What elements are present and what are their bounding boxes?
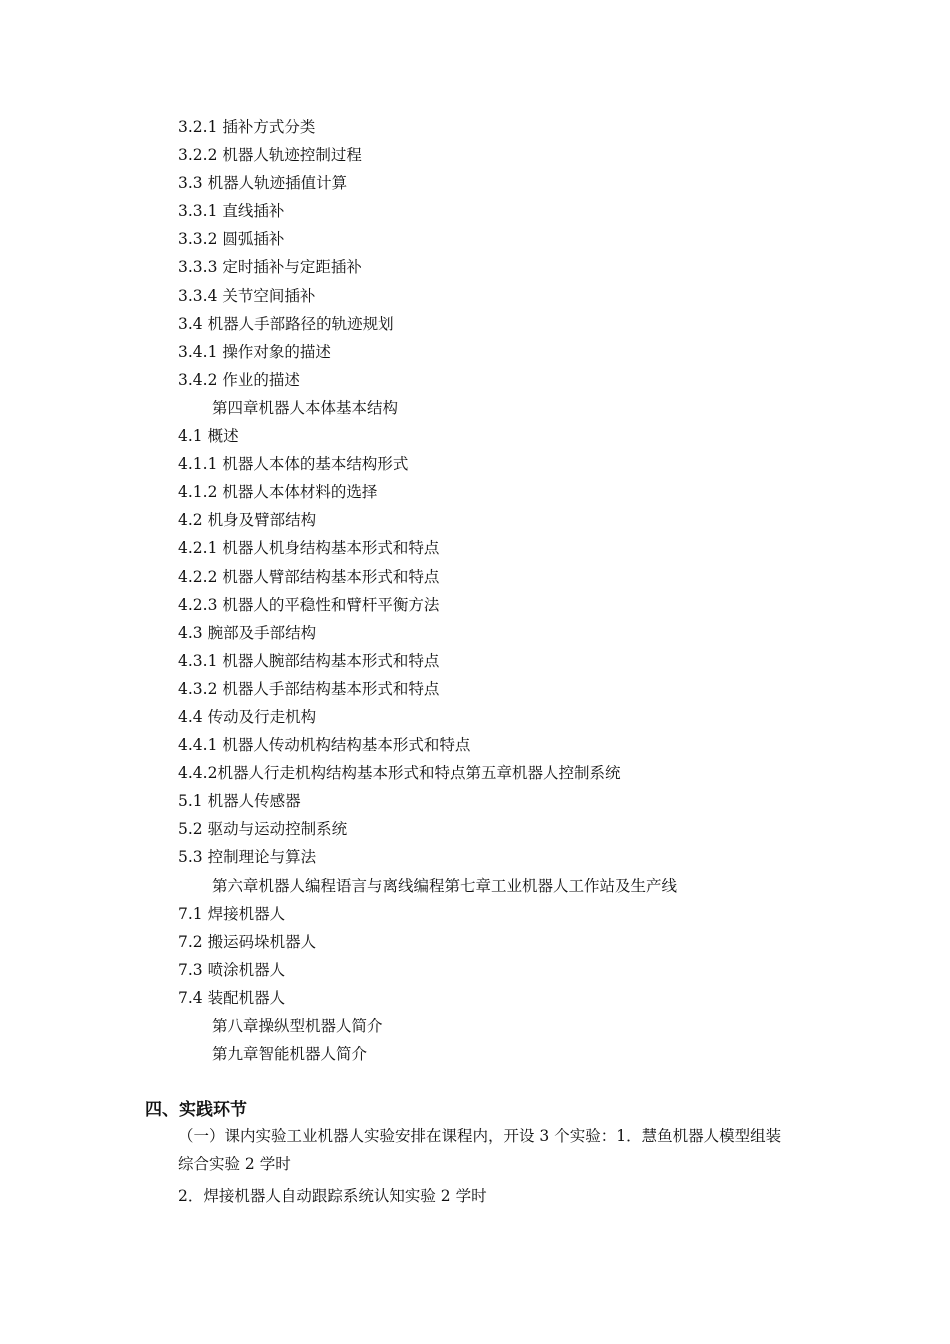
toc-item: 3.3.2 圆弧插补 [178,230,285,249]
toc-item: 3.3.4 关节空间插补 [178,286,316,305]
table-of-contents [178,113,878,1068]
toc-item: 5.1 机器人传感器 [178,792,301,811]
toc-item: 3.2.1 插补方式分类 [178,118,316,136]
toc-item: 4.3.2 机器人手部结构基本形式和特点 [178,679,440,698]
toc-item: 4.2.1 机器人机身结构基本形式和特点 [178,539,440,558]
toc-chapter: 第六章机器人编程语言与离线编程第七章工业机器人工作站及生产线 [212,876,678,895]
toc-item: 4.1.2 机器人本体材料的选择 [178,483,378,502]
toc-item: 4.4 传动及行走机构 [178,707,317,726]
practice-paragraph-continued: 综合实验 2 学时 [178,1155,291,1173]
toc-item: 3.2.2 机器人轨迹控制过程 [178,146,362,165]
toc-item: 3.4.2 作业的描述 [178,370,300,389]
toc-item: 3.4.1 操作对象的描述 [178,342,331,361]
toc-item: 3.3.1 直线插补 [178,202,285,221]
toc-item: 3.3 机器人轨迹插值计算 [178,174,348,193]
toc-item: 7.3 喷涂机器人 [178,960,286,979]
toc-item: 4.2.3 机器人的平稳性和臂杆平衡方法 [178,595,440,614]
toc-item: 5.3 控制理论与算法 [178,848,317,867]
toc-item: 4.3.1 机器人腕部结构基本形式和特点 [178,651,440,670]
toc-item: 7.4 装配机器人 [178,988,286,1007]
toc-item: 3.3.3 定时插补与定距插补 [178,258,362,277]
toc-item: 4.2.2 机器人臂部结构基本形式和特点 [178,567,440,586]
toc-item: 7.2 搬运码垛机器人 [178,932,317,951]
toc-item: 4.1 概述 [178,427,239,446]
toc-item: 5.2 驱动与运动控制系统 [178,820,348,839]
practice-experiment-item: 2．焊接机器人自动跟踪系统认知实验 2 学时 [178,1187,487,1205]
toc-chapter: 第九章智能机器人简介 [212,1045,368,1064]
toc-item: 4.4.1 机器人传动机构结构基本形式和特点 [178,736,471,755]
toc-chapter: 第八章操纵型机器人简介 [212,1017,383,1035]
section-heading-practice: 四、实践环节 [145,1100,247,1120]
toc-item: 4.3 腕部及手部结构 [178,623,317,642]
toc-item: 4.4.2机器人行走机构结构基本形式和特点第五章机器人控制系统 [178,764,621,783]
toc-item: 4.1.1 机器人本体的基本结构形式 [178,455,409,474]
toc-item: 4.2 机身及臂部结构 [178,511,317,530]
toc-item: 3.4 机器人手部路径的轨迹规划 [178,314,394,333]
practice-paragraph: （一）课内实验工业机器人实验安排在课程内，开设 3 个实验：1．慧鱼机器人模型组装 [178,1127,782,1145]
toc-item: 7.1 焊接机器人 [178,904,286,923]
toc-chapter: 第四章机器人本体基本结构 [212,398,399,417]
